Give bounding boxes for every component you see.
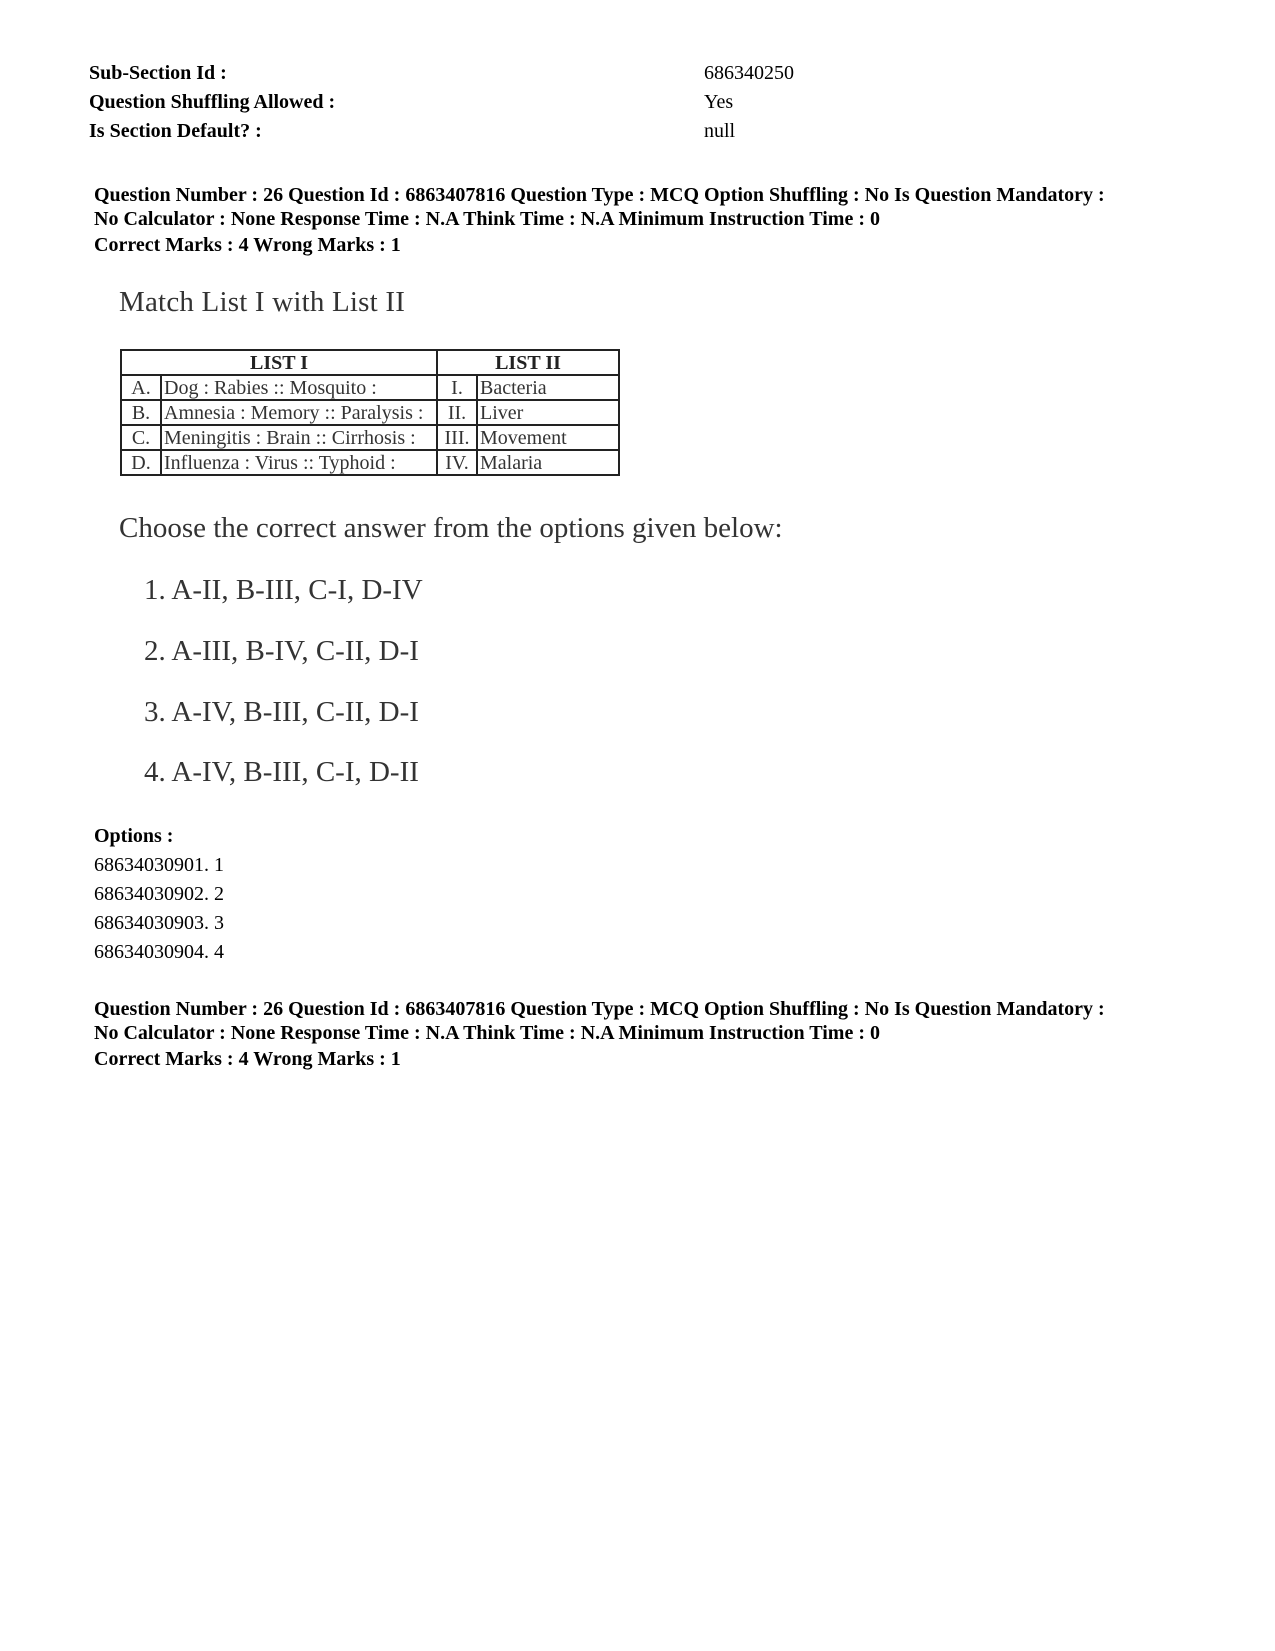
question-header-line-2: No Calculator : None Response Time : N.A Think Time : N.A Minimum Instruction Time : 0 bbox=[94, 208, 880, 230]
answer-choice-3: 3. A-IV, B-III, C-II, D-I bbox=[144, 696, 419, 728]
table-row bbox=[121, 375, 619, 400]
list-2-key: II. bbox=[437, 400, 477, 425]
answer-choice-1: 1. A-II, B-III, C-I, D-IV bbox=[144, 574, 423, 606]
choose-instruction: Choose the correct answer from the options given below: bbox=[119, 512, 783, 544]
question-shuffling-label: Question Shuffling Allowed : bbox=[89, 91, 336, 113]
list-1-key: A. bbox=[121, 375, 161, 400]
answer-choice-2: 2. A-III, B-IV, C-II, D-I bbox=[144, 635, 419, 667]
list-2-item: Liver bbox=[477, 400, 619, 425]
list-1-key: C. bbox=[121, 425, 161, 450]
option-item: 68634030904. 4 bbox=[94, 941, 224, 963]
question-header bbox=[94, 183, 1214, 231]
list-1-item: Amnesia : Memory :: Paralysis : bbox=[161, 400, 437, 425]
question-header-line-1: Question Number : 26 Question Id : 6863407816 Question Type : MCQ Option Shuffling : No Is Question Mandatory : bbox=[94, 184, 1105, 206]
list-1-item: Dog : Rabies :: Mosquito : bbox=[161, 375, 437, 400]
options-title: Options : bbox=[94, 825, 174, 847]
option-item: 68634030902. 2 bbox=[94, 883, 224, 905]
question-marks: Correct Marks : 4 Wrong Marks : 1 bbox=[94, 234, 401, 256]
question-shuffling-value: Yes bbox=[704, 91, 734, 113]
list-2-item: Movement bbox=[477, 425, 619, 450]
list-1-item: Influenza : Virus :: Typhoid : bbox=[161, 450, 437, 475]
list-2-item: Bacteria bbox=[477, 375, 619, 400]
list-2-key: IV. bbox=[437, 450, 477, 475]
match-table bbox=[120, 349, 620, 476]
section-default-label: Is Section Default? : bbox=[89, 120, 262, 142]
question-image bbox=[112, 276, 812, 806]
list-1-item: Meningitis : Brain :: Cirrhosis : bbox=[161, 425, 437, 450]
list-2-key: I. bbox=[437, 375, 477, 400]
list-1-key: D. bbox=[121, 450, 161, 475]
next-question-header-line-1: Question Number : 26 Question Id : 6863407816 Question Type : MCQ Option Shuffling : No Is Question Mandatory : bbox=[94, 998, 1105, 1020]
question-prompt: Match List I with List II bbox=[119, 286, 406, 318]
section-default-value: null bbox=[704, 120, 736, 142]
sub-section-id-label: Sub-Section Id : bbox=[89, 62, 227, 84]
list-2-item: Malaria bbox=[477, 450, 619, 475]
table-row bbox=[121, 425, 619, 450]
list-1-key: B. bbox=[121, 400, 161, 425]
sub-section-id-value: 686340250 bbox=[704, 62, 794, 84]
table-row bbox=[121, 400, 619, 425]
next-question-header-line-2: No Calculator : None Response Time : N.A Think Time : N.A Minimum Instruction Time : 0 bbox=[94, 1022, 880, 1044]
next-question-marks: Correct Marks : 4 Wrong Marks : 1 bbox=[94, 1048, 401, 1070]
list-2-heading: LIST II bbox=[437, 350, 619, 375]
option-item: 68634030901. 1 bbox=[94, 854, 224, 876]
option-item: 68634030903. 3 bbox=[94, 912, 224, 934]
next-question-header bbox=[94, 997, 1214, 1045]
table-row bbox=[121, 450, 619, 475]
match-table-header bbox=[121, 350, 619, 375]
list-1-heading: LIST I bbox=[121, 350, 437, 375]
list-2-key: III. bbox=[437, 425, 477, 450]
answer-choice-4: 4. A-IV, B-III, C-I, D-II bbox=[144, 756, 419, 788]
